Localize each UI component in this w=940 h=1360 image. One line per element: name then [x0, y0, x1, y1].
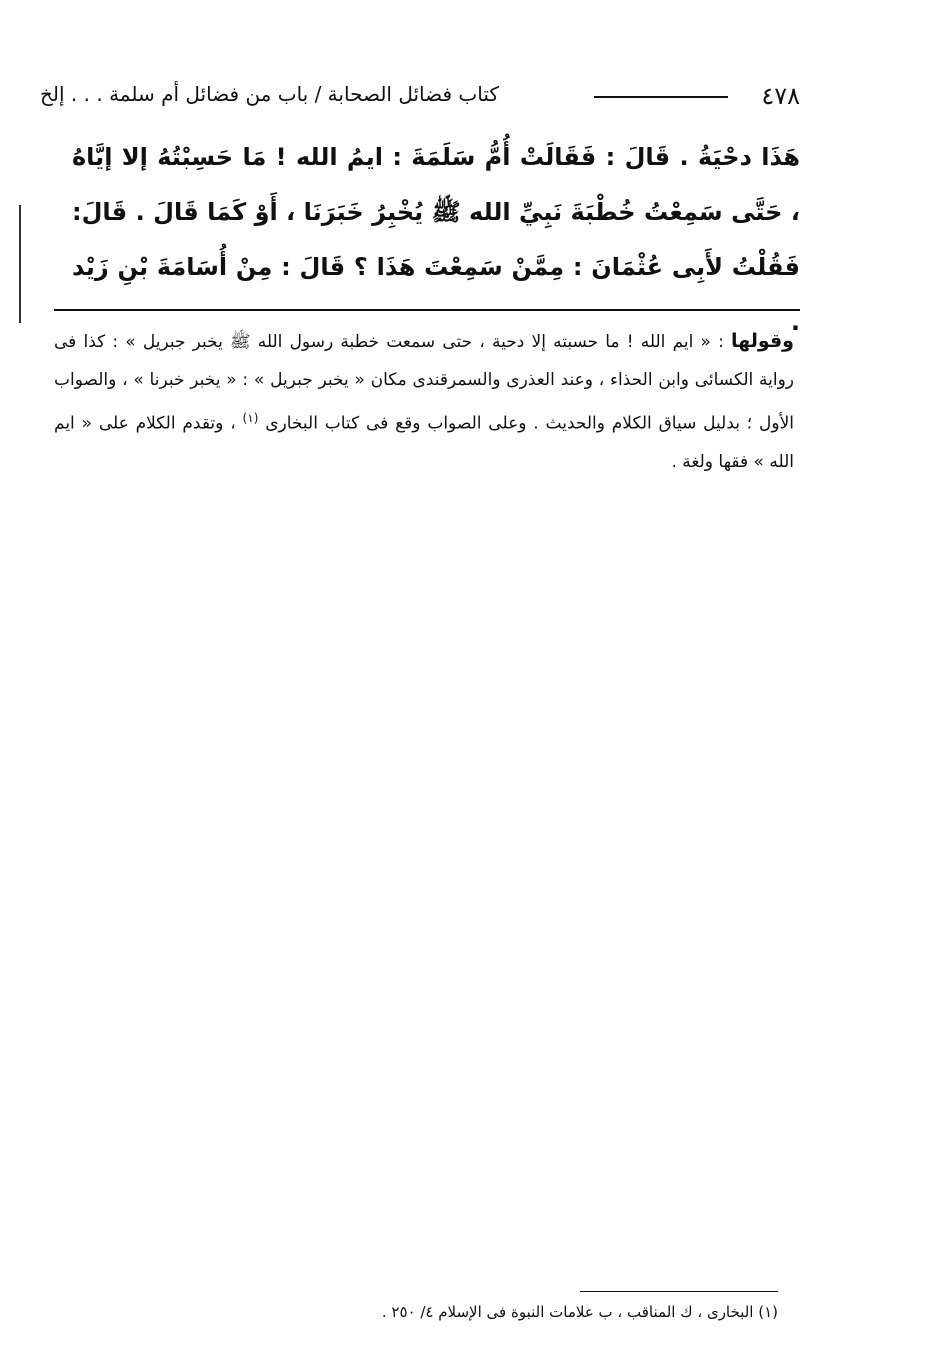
footnote-rule	[580, 1291, 778, 1292]
header-rule	[594, 96, 728, 98]
text-divider	[54, 309, 800, 311]
page-header	[40, 80, 800, 116]
commentary-text-end: ، وتقدم الكلام على « ايم الله » فقها ولغة .	[54, 413, 794, 472]
page-number: ٤٧٨	[761, 82, 800, 110]
commentary	[54, 322, 794, 481]
footnote-reference: (١)	[242, 411, 259, 425]
footnote: (١) البخارى ، ك المناقب ، ب علامات النبوة فى الإسلام ٤/ ٢٥٠ .	[381, 1303, 778, 1321]
hadith-text: هَذَا دحْيَةُ . قَالَ : فَقَالَتْ أُمُّ سَلَمَةَ : ايمُ الله ! مَا حَسِبْتُهُ إلا إيَّاهُ ، حَتَّى سَمِعْتُ خُطْبَةَ نَبِيِّ الله ﷺ يُخْبِرُ خَبَرَنَا ، أَوْ كَمَا قَالَ . قَالَ: فَقُلْتُ لأَبِى عُثْمَانَ : مِمَّنْ سَمِعْتَ هَذَا ؟ قَالَ : مِنْ أُسَامَةَ بْنِ زَيْد .	[72, 143, 800, 336]
margin-line	[19, 205, 21, 323]
commentary-lead: وقولها	[731, 330, 794, 352]
running-title: كتاب فضائل الصحابة / باب من فضائل أم سلمة . . . إلخ	[40, 82, 499, 106]
commentary-text: : « ايم الله ! ما حسبته إلا دحية ، حتى سمعت خطبة رسول الله ﷺ يخبر جبريل » : كذا فى رواية الكسائى وابن الحذاء ، وعند العذرى والسمرقندى مكان « يخبر جبريل » : « يخبر خبرنا » ، والصواب الأول ؛ بدليل سياق الكلام والحديث . وعلى الصواب وقع فى كتاب البخارى	[54, 332, 795, 434]
